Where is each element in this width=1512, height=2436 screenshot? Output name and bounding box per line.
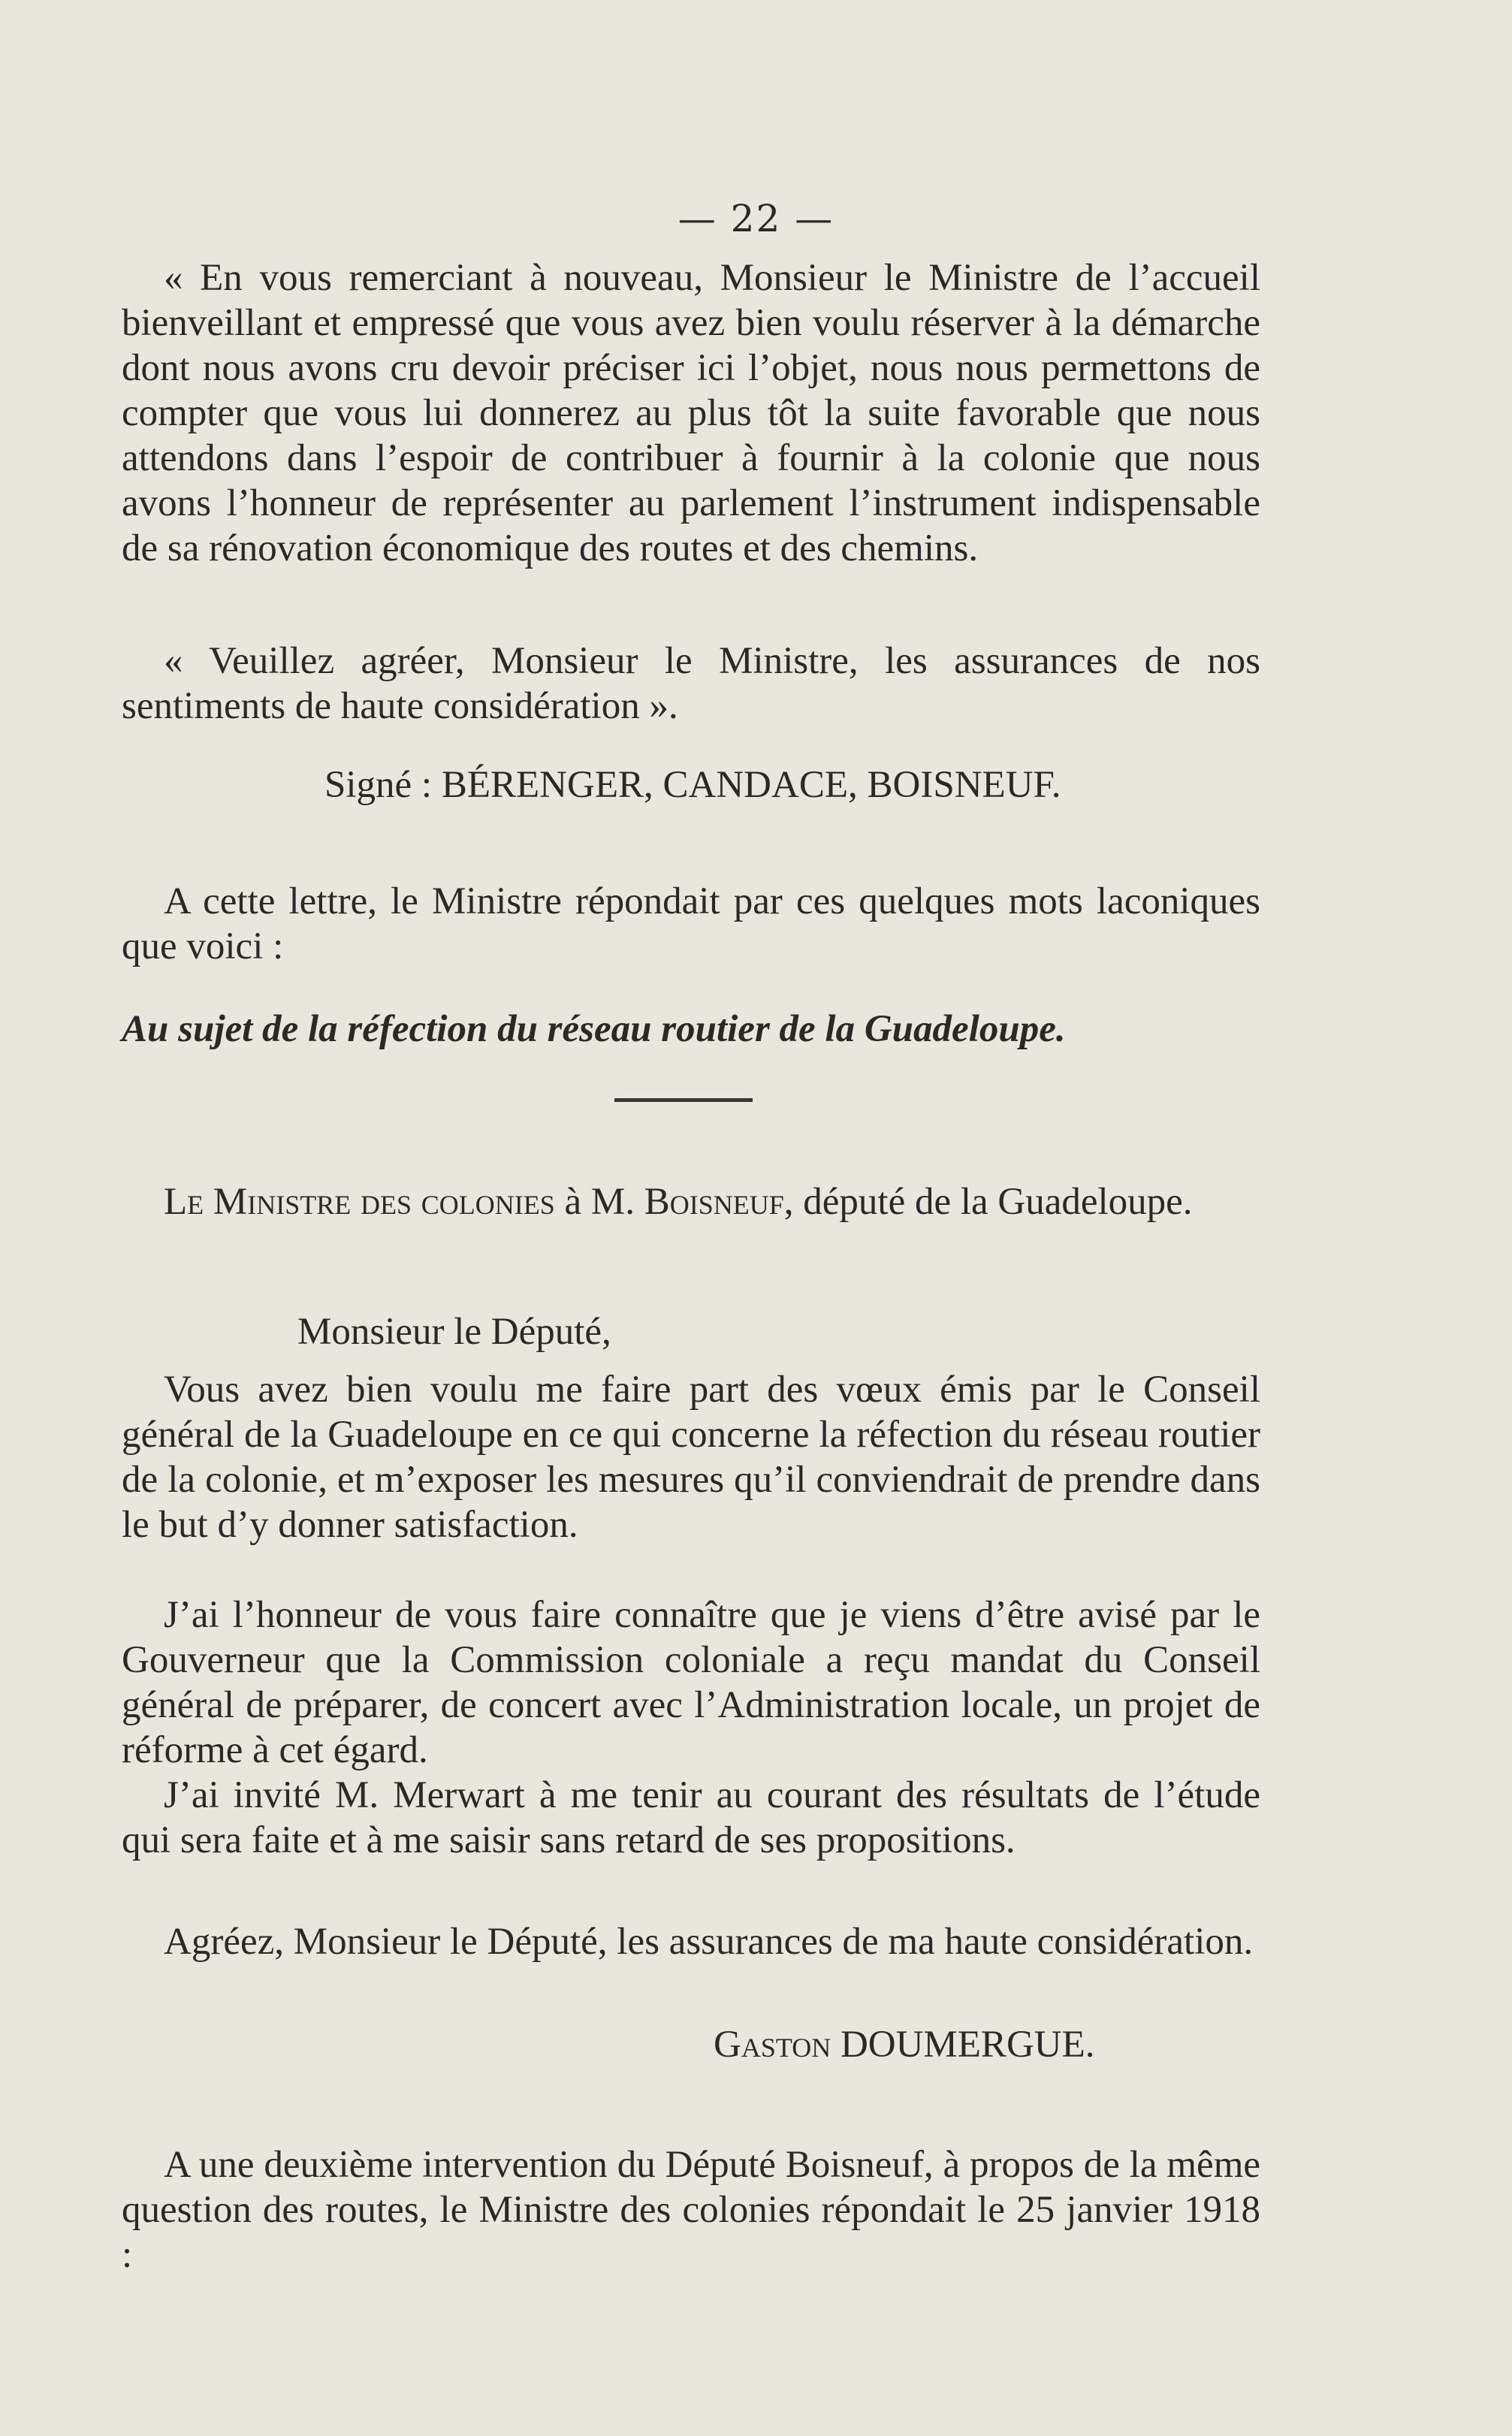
signature-first-name: Gaston: [714, 2024, 831, 2066]
recipient-name: Boisneuf: [644, 1181, 784, 1223]
reply-subject: Au sujet de la réfection du réseau routier de la Guadeloupe.: [122, 1008, 1066, 1050]
reply-paragraph-3: J’ai invité M. Merwart à me tenir au courant des résultats de l’étude qui sera faite et à me saisir sans retard de ses propositions.: [122, 1774, 1260, 1861]
reply-header: Le Ministre des colonies à M. Boisneuf, député de la Guadeloupe.: [164, 1181, 1193, 1223]
page-number: — 22 —: [678, 197, 834, 240]
narration-reply: A cette lettre, le Ministre répondait par ces quelques mots laconiques que voici :: [122, 880, 1260, 967]
reply-signature: [714, 2022, 1095, 2067]
separator-rule: [614, 1098, 753, 1102]
reply-greeting: Monsieur le Député,: [297, 1311, 611, 1353]
reply-paragraph-2: J’ai l’honneur de vous faire connaître que je viens d’être avisé par le Gouverneur que la Commission coloniale a reçu mandat du Conseil général de préparer, de concert avec l’Administration locale, un projet de réforme à cet égard.: [122, 1594, 1260, 1771]
signature-last-name: DOUMERGUE.: [840, 2024, 1095, 2066]
letter-closing-paragraph: « En vous remerciant à nouveau, Monsieur le Ministre de l’accueil bienveillant et empressé que vous avez bien voulu réserver à la démarche dont nous avons cru devoir préciser ici l’objet, nous nous permettons de compter que vous lui donnerez au plus tôt la suite favorable que nous attendons dans l’espoir de contribuer à fournir à la colonie que nous avons l’honneur de représenter au parlement l’instrument indispensable de sa rénovation économique des routes et des chemins.: [122, 257, 1260, 569]
reply-paragraph-4: Agréez, Monsieur le Député, les assurances de ma haute considération.: [164, 1921, 1254, 1963]
final-narration: A une deuxième intervention du Député Boisneuf, à propos de la même question des routes, le Ministre des colonies répondait le 25 janvier 1918 :: [122, 2144, 1260, 2276]
letter-salutation: « Veuillez agréer, Monsieur le Ministre, les assurances de nos sentiments de haute considération ».: [122, 640, 1260, 727]
letter-signature: Signé : BÉRENGER, CANDACE, BOISNEUF.: [324, 764, 1061, 806]
minister-title: Le Ministre des colonies: [164, 1181, 555, 1223]
reply-paragraph-1: Vous avez bien voulu me faire part des vœux émis par le Conseil général de la Guadeloupe en ce qui concerne la réfection du réseau routier de la colonie, et m’exposer les mesures qu’il conviendrait de prendre dans le but d’y donner satisfaction.: [122, 1369, 1260, 1546]
